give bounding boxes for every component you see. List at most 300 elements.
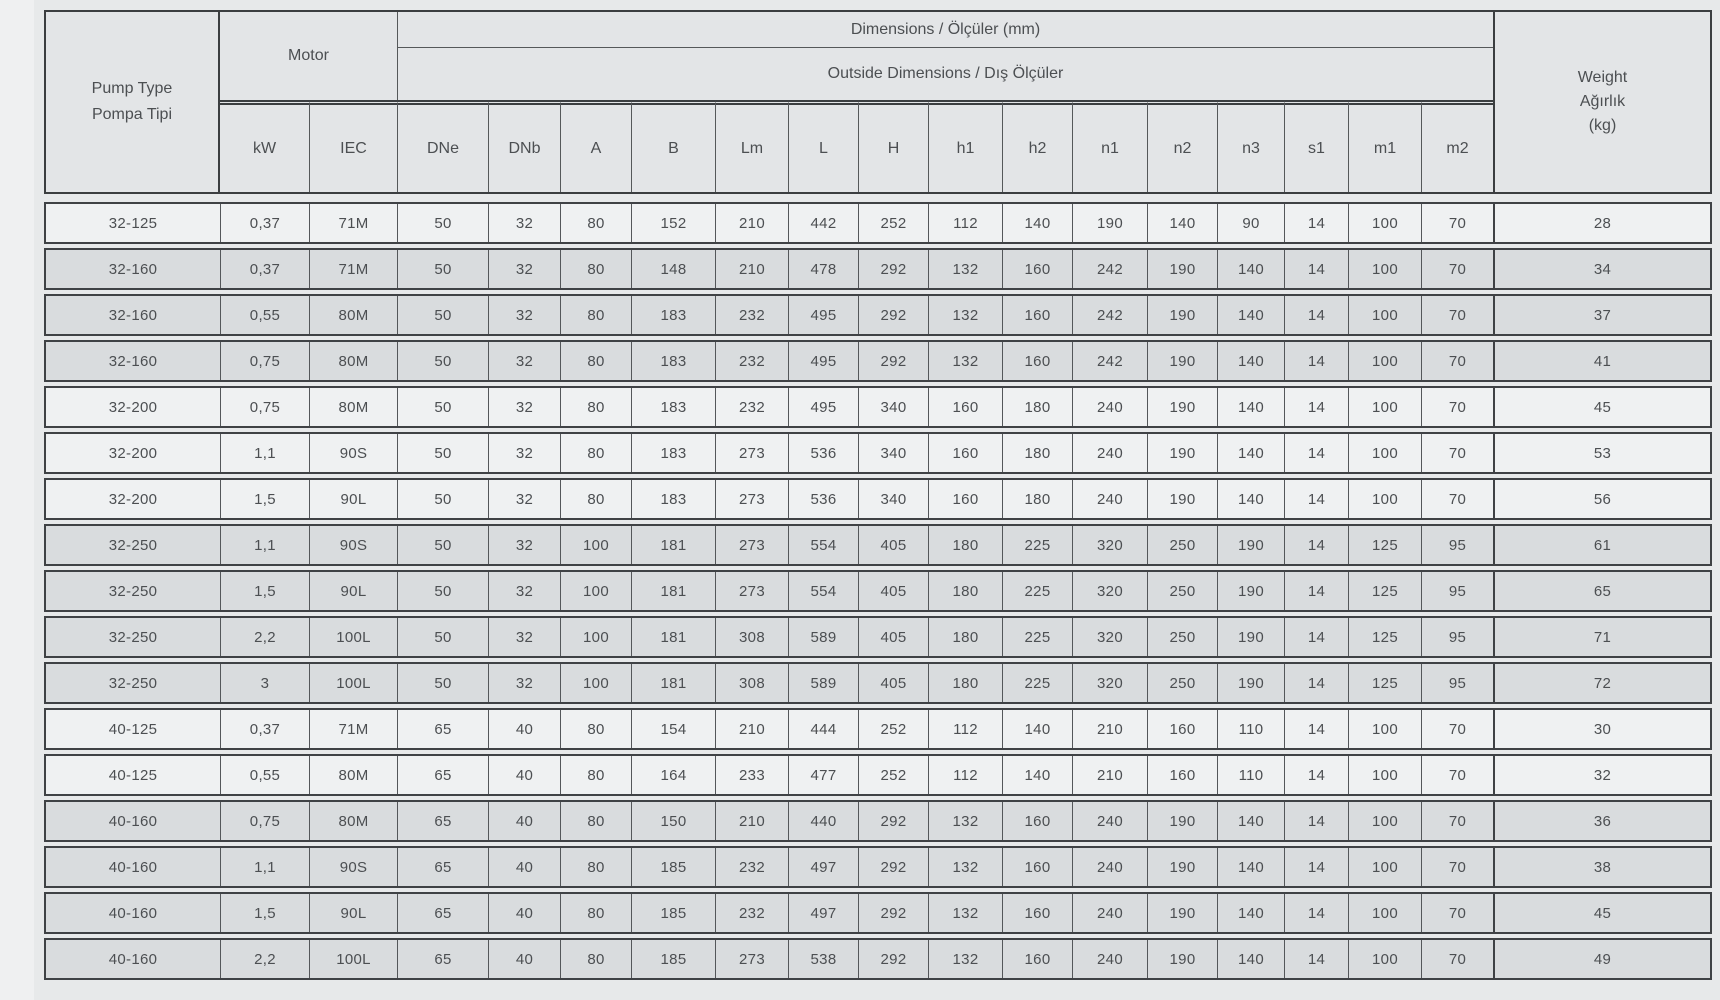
cell-dim-m2: 70 <box>1421 802 1493 840</box>
cell-dim-n3: 190 <box>1217 664 1284 702</box>
cell-dim-n2: 190 <box>1147 848 1217 886</box>
cell-dim-h2: 140 <box>1002 204 1072 242</box>
cell-dim-H: 340 <box>858 388 928 426</box>
cell-dim-m1: 125 <box>1348 618 1421 656</box>
cell-dim-h2: 180 <box>1002 388 1072 426</box>
cell-weight: 37 <box>1493 296 1710 334</box>
cell-kw: 0,37 <box>220 710 309 748</box>
cell-dim-n1: 242 <box>1072 342 1147 380</box>
cell-pump-type: 32-250 <box>108 536 158 554</box>
cell-dim-n2: 250 <box>1147 526 1217 564</box>
cell-dim-Lm: 273 <box>715 434 788 472</box>
cell-dim-H: 292 <box>858 848 928 886</box>
cell-dim-B: 152 <box>631 204 715 242</box>
cell-dim-h1: 160 <box>928 388 1002 426</box>
cell-dim-s1: 14 <box>1284 342 1348 380</box>
cell-dim-DNe: 50 <box>397 250 488 288</box>
cell-dim-B: 181 <box>631 526 715 564</box>
cell-dim-n3: 140 <box>1217 434 1284 472</box>
cell-dim-DNb: 40 <box>488 940 560 978</box>
cell-dim-h1: 132 <box>928 848 1002 886</box>
cell-dim-s1: 14 <box>1284 802 1348 840</box>
cell-dim-n2: 250 <box>1147 572 1217 610</box>
cell-dim-h1: 180 <box>928 572 1002 610</box>
cell-dim-DNe: 50 <box>397 526 488 564</box>
cell-pump-type: 40-160 <box>108 950 158 968</box>
cell-dim-n2: 160 <box>1147 710 1217 748</box>
cell-dim-h1: 180 <box>928 618 1002 656</box>
cell-dim-m2: 70 <box>1421 940 1493 978</box>
cell-dim-L: 495 <box>788 388 858 426</box>
cell-dim-h2: 160 <box>1002 848 1072 886</box>
cell-dim-DNb: 40 <box>488 710 560 748</box>
cell-dim-DNe: 50 <box>397 342 488 380</box>
cell-dim-n2: 190 <box>1147 388 1217 426</box>
cell-dim-Lm: 273 <box>715 572 788 610</box>
cell-dim-m1: 100 <box>1348 802 1421 840</box>
cell-dim-h2: 160 <box>1002 894 1072 932</box>
cell-dim-L: 495 <box>788 296 858 334</box>
cell-dim-Lm: 273 <box>715 526 788 564</box>
cell-dim-L: 495 <box>788 342 858 380</box>
cell-dim-L: 477 <box>788 756 858 794</box>
cell-dim-H: 252 <box>858 204 928 242</box>
cell-weight: 32 <box>1493 756 1710 794</box>
cell-dim-L: 554 <box>788 526 858 564</box>
dimensions-band: Dimensions / Ölçüler (mm) <box>397 12 1493 48</box>
cell-dim-m2: 70 <box>1421 204 1493 242</box>
cell-dim-n3: 140 <box>1217 802 1284 840</box>
cell-dim-B: 183 <box>631 388 715 426</box>
cell-kw: 0,75 <box>220 342 309 380</box>
cell-dim-s1: 14 <box>1284 526 1348 564</box>
cell-dim-h2: 160 <box>1002 250 1072 288</box>
cell-dim-h1: 112 <box>928 204 1002 242</box>
cell-dim-L: 554 <box>788 572 858 610</box>
cell-pump-type: 32-250 <box>108 674 158 692</box>
cell-dim-Lm: 308 <box>715 618 788 656</box>
cell-kw: 1,1 <box>220 434 309 472</box>
cell-dim-h2: 225 <box>1002 572 1072 610</box>
column-header-B: B <box>631 100 715 192</box>
cell-dim-s1: 14 <box>1284 756 1348 794</box>
cell-dim-m1: 100 <box>1348 894 1421 932</box>
cell-weight: 61 <box>1493 526 1710 564</box>
cell-dim-m1: 125 <box>1348 572 1421 610</box>
cell-dim-n3: 110 <box>1217 756 1284 794</box>
table-row <box>44 294 1712 336</box>
cell-dim-DNb: 32 <box>488 342 560 380</box>
column-header-s1: s1 <box>1284 100 1348 192</box>
cell-dim-n2: 190 <box>1147 940 1217 978</box>
cell-dim-m2: 70 <box>1421 756 1493 794</box>
cell-dim-L: 536 <box>788 480 858 518</box>
cell-dim-n2: 160 <box>1147 756 1217 794</box>
cell-dim-n1: 240 <box>1072 940 1147 978</box>
cell-dim-L: 444 <box>788 710 858 748</box>
cell-dim-Lm: 210 <box>715 802 788 840</box>
cell-dim-DNe: 50 <box>397 434 488 472</box>
cell-pump-type: 32-200 <box>108 444 158 462</box>
cell-dim-A: 80 <box>560 480 631 518</box>
cell-dim-n1: 242 <box>1072 250 1147 288</box>
cell-dim-H: 292 <box>858 802 928 840</box>
cell-iec: 71M <box>309 250 397 288</box>
cell-dim-A: 80 <box>560 756 631 794</box>
cell-dim-n1: 320 <box>1072 618 1147 656</box>
cell-kw: 2,2 <box>220 940 309 978</box>
column-header-Lm: Lm <box>715 100 788 192</box>
cell-weight: 45 <box>1493 388 1710 426</box>
cell-dim-n1: 240 <box>1072 848 1147 886</box>
column-header-n3: n3 <box>1217 100 1284 192</box>
table-row <box>44 708 1712 750</box>
cell-dim-h1: 112 <box>928 756 1002 794</box>
cell-dim-n3: 140 <box>1217 480 1284 518</box>
cell-dim-m1: 100 <box>1348 296 1421 334</box>
cell-dim-DNe: 65 <box>397 802 488 840</box>
cell-dim-DNe: 50 <box>397 296 488 334</box>
cell-dim-h2: 160 <box>1002 940 1072 978</box>
cell-dim-DNb: 40 <box>488 802 560 840</box>
cell-iec: 80M <box>309 802 397 840</box>
cell-dim-DNb: 32 <box>488 618 560 656</box>
table-row <box>44 432 1712 474</box>
cell-dim-m2: 95 <box>1421 526 1493 564</box>
cell-dim-B: 183 <box>631 342 715 380</box>
cell-dim-h1: 112 <box>928 710 1002 748</box>
cell-dim-Lm: 232 <box>715 342 788 380</box>
cell-weight: 34 <box>1493 250 1710 288</box>
cell-dim-n2: 190 <box>1147 250 1217 288</box>
cell-dim-B: 181 <box>631 572 715 610</box>
cell-dim-DNe: 50 <box>397 388 488 426</box>
cell-dim-s1: 14 <box>1284 480 1348 518</box>
cell-dim-m1: 100 <box>1348 848 1421 886</box>
cell-dim-Lm: 273 <box>715 940 788 978</box>
cell-kw: 0,55 <box>220 756 309 794</box>
cell-dim-s1: 14 <box>1284 250 1348 288</box>
cell-dim-m1: 100 <box>1348 388 1421 426</box>
cell-dim-Lm: 232 <box>715 296 788 334</box>
cell-dim-h2: 160 <box>1002 802 1072 840</box>
cell-kw: 2,2 <box>220 618 309 656</box>
cell-iec: 80M <box>309 342 397 380</box>
cell-dim-h2: 160 <box>1002 296 1072 334</box>
cell-pump-type: 40-160 <box>108 812 158 830</box>
cell-dim-B: 183 <box>631 296 715 334</box>
column-header-h2: h2 <box>1002 100 1072 192</box>
cell-dim-n3: 140 <box>1217 848 1284 886</box>
cell-kw: 0,37 <box>220 250 309 288</box>
scan-page-margin <box>0 0 34 1000</box>
cell-dim-L: 538 <box>788 940 858 978</box>
cell-dim-n2: 140 <box>1147 204 1217 242</box>
cell-kw: 0,75 <box>220 388 309 426</box>
cell-iec: 80M <box>309 296 397 334</box>
cell-pump-type: 32-160 <box>108 352 158 370</box>
cell-pump-type: 32-200 <box>108 398 158 416</box>
cell-dim-h1: 132 <box>928 802 1002 840</box>
cell-dim-h2: 160 <box>1002 342 1072 380</box>
cell-dim-A: 80 <box>560 434 631 472</box>
table-row <box>44 386 1712 428</box>
cell-dim-DNb: 40 <box>488 894 560 932</box>
column-header-DNe: DNe <box>397 100 488 192</box>
cell-dim-B: 181 <box>631 664 715 702</box>
column-header-h1: h1 <box>928 100 1002 192</box>
cell-dim-Lm: 233 <box>715 756 788 794</box>
cell-dim-h1: 132 <box>928 940 1002 978</box>
cell-dim-n2: 190 <box>1147 434 1217 472</box>
cell-dim-n3: 110 <box>1217 710 1284 748</box>
column-header-n2: n2 <box>1147 100 1217 192</box>
cell-pump-type: 32-250 <box>108 628 158 646</box>
cell-dim-L: 589 <box>788 618 858 656</box>
table-header <box>44 10 1712 194</box>
table-row <box>44 662 1712 704</box>
cell-dim-n3: 90 <box>1217 204 1284 242</box>
cell-dim-H: 340 <box>858 434 928 472</box>
cell-dim-m1: 100 <box>1348 250 1421 288</box>
cell-dim-L: 478 <box>788 250 858 288</box>
cell-dim-L: 536 <box>788 434 858 472</box>
cell-iec: 71M <box>309 204 397 242</box>
cell-dim-DNb: 32 <box>488 296 560 334</box>
outside-dimensions-band: Outside Dimensions / Dış Ölçüler <box>397 48 1493 100</box>
cell-dim-h2: 180 <box>1002 480 1072 518</box>
cell-dim-n1: 320 <box>1072 572 1147 610</box>
cell-dim-A: 80 <box>560 848 631 886</box>
cell-weight: 56 <box>1493 480 1710 518</box>
cell-iec: 90L <box>309 480 397 518</box>
cell-dim-s1: 14 <box>1284 388 1348 426</box>
cell-dim-DNe: 65 <box>397 710 488 748</box>
column-header-IEC: IEC <box>309 100 397 192</box>
cell-dim-n3: 190 <box>1217 618 1284 656</box>
cell-dim-h2: 140 <box>1002 756 1072 794</box>
cell-dim-n3: 140 <box>1217 894 1284 932</box>
cell-dim-DNe: 50 <box>397 480 488 518</box>
cell-kw: 1,1 <box>220 848 309 886</box>
cell-dim-B: 185 <box>631 848 715 886</box>
cell-iec: 90L <box>309 572 397 610</box>
cell-weight: 28 <box>1493 204 1710 242</box>
table-row <box>44 248 1712 290</box>
cell-dim-h1: 180 <box>928 526 1002 564</box>
cell-dim-m2: 95 <box>1421 664 1493 702</box>
cell-iec: 71M <box>309 710 397 748</box>
cell-dim-m2: 70 <box>1421 388 1493 426</box>
cell-dim-H: 405 <box>858 572 928 610</box>
table-row <box>44 800 1712 842</box>
cell-dim-H: 292 <box>858 894 928 932</box>
table-row <box>44 478 1712 520</box>
cell-pump-type: 32-160 <box>108 260 158 278</box>
motor-header: Motor <box>288 47 329 64</box>
cell-dim-s1: 14 <box>1284 848 1348 886</box>
cell-dim-m2: 70 <box>1421 250 1493 288</box>
cell-dim-Lm: 273 <box>715 480 788 518</box>
cell-dim-s1: 14 <box>1284 940 1348 978</box>
cell-dim-n3: 140 <box>1217 388 1284 426</box>
cell-pump-type: 32-200 <box>108 490 158 508</box>
cell-dim-Lm: 210 <box>715 710 788 748</box>
cell-dim-DNb: 32 <box>488 526 560 564</box>
cell-iec: 100L <box>309 940 397 978</box>
cell-dim-m1: 100 <box>1348 204 1421 242</box>
cell-kw: 0,75 <box>220 802 309 840</box>
cell-dim-m1: 100 <box>1348 756 1421 794</box>
cell-dim-B: 185 <box>631 894 715 932</box>
table-rows <box>44 202 1712 980</box>
cell-weight: 30 <box>1493 710 1710 748</box>
cell-iec: 90S <box>309 434 397 472</box>
cell-dim-Lm: 232 <box>715 388 788 426</box>
cell-weight: 72 <box>1493 664 1710 702</box>
cell-dim-h2: 140 <box>1002 710 1072 748</box>
cell-dim-A: 80 <box>560 296 631 334</box>
cell-dim-n2: 190 <box>1147 342 1217 380</box>
cell-dim-B: 148 <box>631 250 715 288</box>
cell-dim-s1: 14 <box>1284 664 1348 702</box>
cell-dim-n1: 240 <box>1072 894 1147 932</box>
cell-dim-m1: 125 <box>1348 526 1421 564</box>
cell-dim-H: 292 <box>858 940 928 978</box>
cell-pump-type: 40-160 <box>108 904 158 922</box>
column-header-L: L <box>788 100 858 192</box>
cell-iec: 90S <box>309 526 397 564</box>
cell-dim-B: 150 <box>631 802 715 840</box>
cell-dim-m1: 100 <box>1348 710 1421 748</box>
cell-dim-m1: 100 <box>1348 940 1421 978</box>
cell-dim-n2: 190 <box>1147 480 1217 518</box>
cell-dim-h1: 132 <box>928 342 1002 380</box>
cell-dim-H: 252 <box>858 710 928 748</box>
cell-dim-n3: 140 <box>1217 940 1284 978</box>
cell-pump-type: 40-160 <box>108 858 158 876</box>
cell-dim-L: 589 <box>788 664 858 702</box>
table-row <box>44 846 1712 888</box>
cell-dim-DNe: 65 <box>397 940 488 978</box>
cell-dim-H: 292 <box>858 342 928 380</box>
cell-kw: 3 <box>220 664 309 702</box>
cell-dim-L: 440 <box>788 802 858 840</box>
cell-dim-n3: 140 <box>1217 342 1284 380</box>
cell-dim-H: 292 <box>858 296 928 334</box>
cell-dim-m1: 125 <box>1348 664 1421 702</box>
cell-dim-A: 80 <box>560 894 631 932</box>
cell-dim-B: 181 <box>631 618 715 656</box>
cell-iec: 100L <box>309 664 397 702</box>
cell-dim-B: 185 <box>631 940 715 978</box>
cell-dim-L: 497 <box>788 894 858 932</box>
cell-dim-m2: 70 <box>1421 342 1493 380</box>
cell-weight: 71 <box>1493 618 1710 656</box>
cell-dim-m1: 100 <box>1348 342 1421 380</box>
cell-dim-A: 80 <box>560 710 631 748</box>
cell-dim-Lm: 210 <box>715 204 788 242</box>
cell-dim-h1: 132 <box>928 250 1002 288</box>
cell-iec: 90L <box>309 894 397 932</box>
cell-iec: 90S <box>309 848 397 886</box>
table-row <box>44 892 1712 934</box>
cell-dim-Lm: 210 <box>715 250 788 288</box>
cell-dim-H: 405 <box>858 664 928 702</box>
cell-dim-A: 100 <box>560 664 631 702</box>
column-header-A: A <box>560 100 631 192</box>
cell-kw: 1,5 <box>220 480 309 518</box>
cell-dim-L: 442 <box>788 204 858 242</box>
cell-dim-n1: 320 <box>1072 664 1147 702</box>
pump-type-header-tr: Pompa Tipi <box>91 106 173 123</box>
cell-dim-m2: 70 <box>1421 894 1493 932</box>
cell-dim-h2: 180 <box>1002 434 1072 472</box>
cell-dim-DNe: 65 <box>397 756 488 794</box>
cell-dim-h1: 160 <box>928 480 1002 518</box>
cell-dim-n1: 242 <box>1072 296 1147 334</box>
table-row <box>44 754 1712 796</box>
cell-dim-A: 100 <box>560 618 631 656</box>
cell-dim-s1: 14 <box>1284 296 1348 334</box>
column-header-H: H <box>858 100 928 192</box>
cell-dim-m2: 70 <box>1421 296 1493 334</box>
cell-dim-s1: 14 <box>1284 204 1348 242</box>
cell-dim-s1: 14 <box>1284 894 1348 932</box>
table-row <box>44 570 1712 612</box>
cell-dim-DNe: 50 <box>397 618 488 656</box>
cell-dim-n2: 190 <box>1147 296 1217 334</box>
cell-weight: 49 <box>1493 940 1710 978</box>
cell-pump-type: 40-125 <box>108 766 158 784</box>
cell-dim-H: 340 <box>858 480 928 518</box>
cell-dim-s1: 14 <box>1284 710 1348 748</box>
cell-dim-n1: 210 <box>1072 756 1147 794</box>
cell-dim-A: 80 <box>560 388 631 426</box>
cell-dim-A: 80 <box>560 802 631 840</box>
cell-pump-type: 40-125 <box>108 720 158 738</box>
cell-dim-Lm: 308 <box>715 664 788 702</box>
cell-pump-type: 32-125 <box>108 214 158 232</box>
pump-dimensions-table <box>44 10 1712 980</box>
weight-header <box>1493 12 1710 192</box>
cell-dim-m1: 100 <box>1348 480 1421 518</box>
cell-weight: 45 <box>1493 894 1710 932</box>
cell-weight: 53 <box>1493 434 1710 472</box>
weight-header-tr: Ağırlık <box>1579 93 1626 110</box>
cell-dim-s1: 14 <box>1284 572 1348 610</box>
cell-dim-L: 497 <box>788 848 858 886</box>
column-header-DNb: DNb <box>488 100 560 192</box>
cell-kw: 1,5 <box>220 572 309 610</box>
cell-dim-H: 405 <box>858 618 928 656</box>
cell-dim-DNb: 32 <box>488 434 560 472</box>
pump-type-header-en: Pump Type <box>91 80 173 98</box>
cell-dim-DNb: 40 <box>488 756 560 794</box>
cell-weight: 41 <box>1493 342 1710 380</box>
cell-dim-n3: 140 <box>1217 296 1284 334</box>
cell-dim-n1: 190 <box>1072 204 1147 242</box>
cell-dim-H: 405 <box>858 526 928 564</box>
cell-dim-m1: 100 <box>1348 434 1421 472</box>
cell-dim-h1: 160 <box>928 434 1002 472</box>
cell-dim-s1: 14 <box>1284 434 1348 472</box>
cell-weight: 38 <box>1493 848 1710 886</box>
cell-dim-h2: 225 <box>1002 526 1072 564</box>
column-header-m2: m2 <box>1421 100 1493 192</box>
cell-dim-n3: 140 <box>1217 250 1284 288</box>
cell-dim-h1: 180 <box>928 664 1002 702</box>
